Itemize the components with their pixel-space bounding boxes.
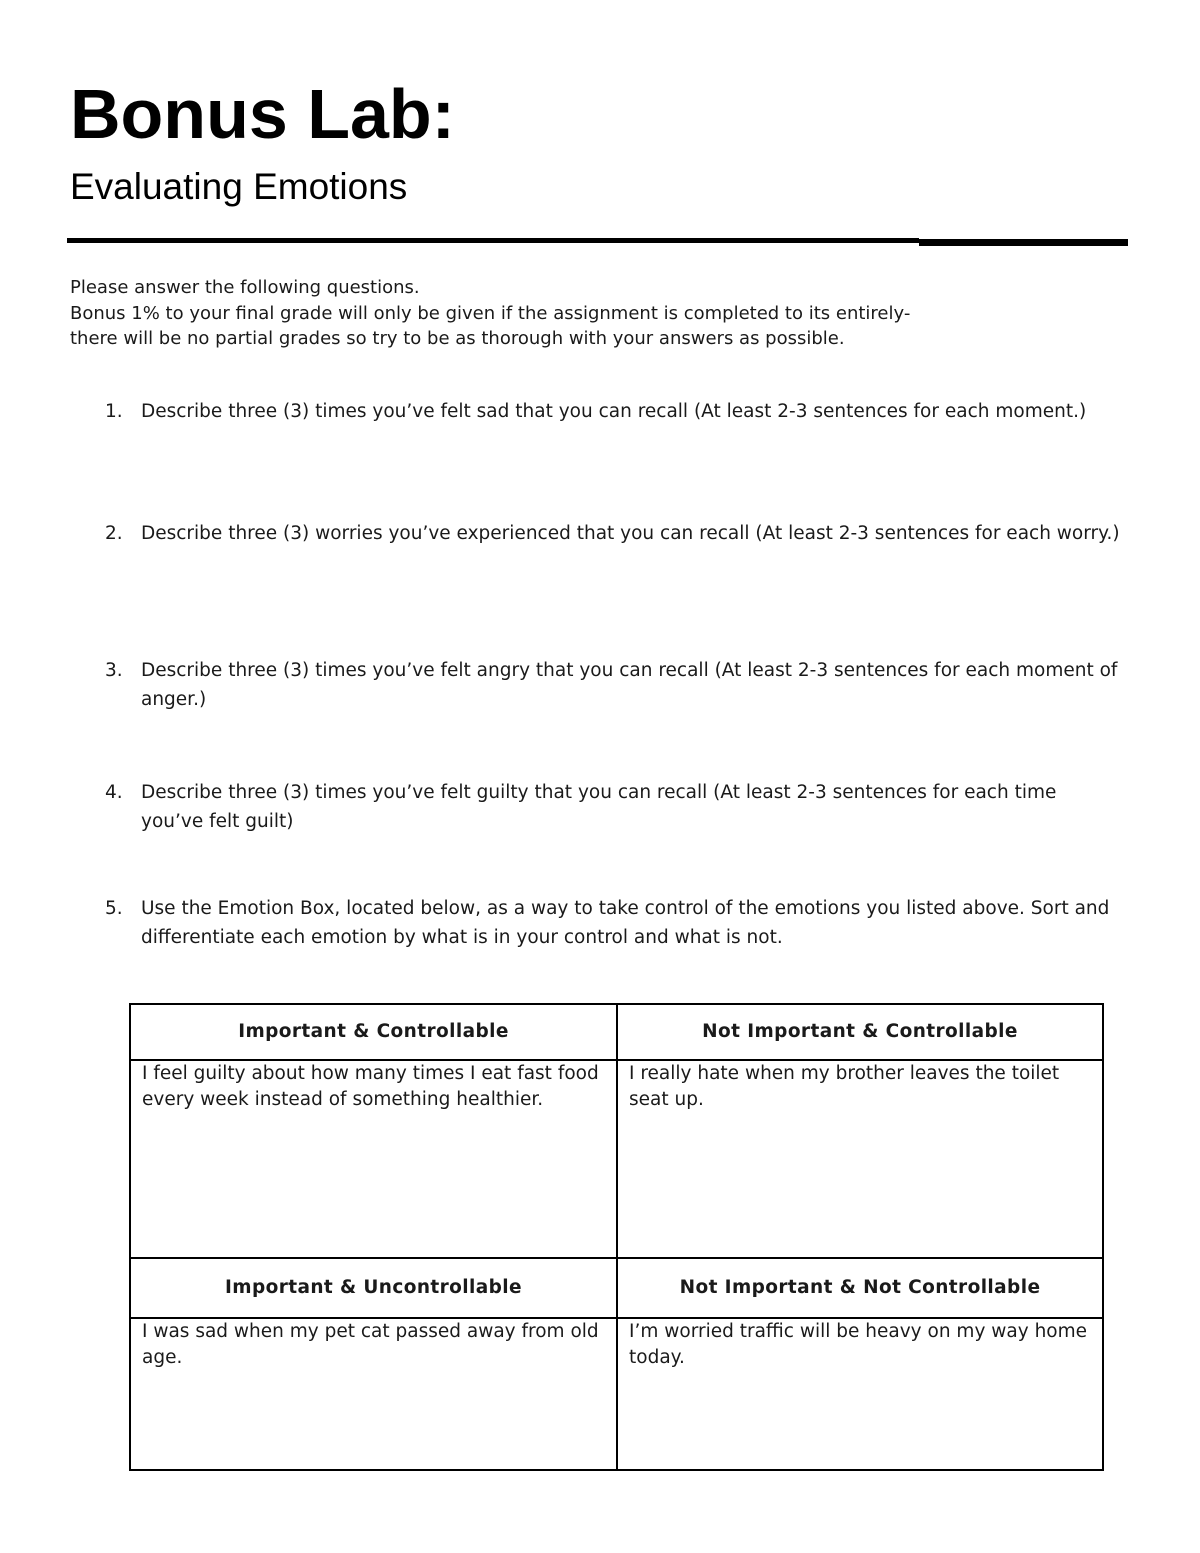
- header-not-important-controllable: Not Important & Controllable: [617, 1004, 1103, 1060]
- instructions-line: there will be no partial grades so try to be as thorough with your answers as possible.: [70, 328, 845, 349]
- cell-not-important-not-controllable[interactable]: [617, 1318, 1103, 1470]
- header-not-important-not-controllable: Not Important & Not Controllable: [617, 1258, 1103, 1318]
- question-text: Use the Emotion Box, located below, as a way to take control of the emotions you listed above. Sort and differentiate each emotion by what is in your control and what is not.: [141, 898, 1110, 948]
- entry-text: I really hate when my brother leaves the toilet seat up.: [629, 1063, 1060, 1110]
- entry-text: I feel guilty about how many times I eat fast food every week instead of something healthier.: [142, 1063, 599, 1110]
- question-text: Describe three (3) times you’ve felt angry that you can recall (At least 2-3 sentences for each moment of anger.): [141, 660, 1118, 710]
- instructions-line: Please answer the following questions.: [70, 277, 420, 298]
- table-row: [130, 1318, 1103, 1470]
- emotion-box-table: [129, 1003, 1104, 1471]
- cell-not-important-controllable[interactable]: [617, 1060, 1103, 1258]
- title-divider-accent: [919, 239, 1128, 246]
- question-text: Describe three (3) worries you’ve experienced that you can recall (At least 2-3 sentences for each worry.): [141, 523, 1120, 544]
- page-title: Bonus Lab:: [70, 75, 455, 153]
- title-divider: [67, 238, 919, 243]
- question-4: [70, 778, 1130, 836]
- entry-text: I’m worried traffic will be heavy on my way home today.: [629, 1321, 1088, 1368]
- question-number: 4.: [105, 782, 123, 803]
- cell-important-controllable[interactable]: [130, 1060, 617, 1258]
- question-number: 5.: [105, 898, 123, 919]
- instructions: [70, 275, 1140, 352]
- question-number: 1.: [105, 401, 123, 422]
- header-important-uncontrollable: Important & Uncontrollable: [130, 1258, 617, 1318]
- question-number: 2.: [105, 523, 123, 544]
- entry-text: I was sad when my pet cat passed away from old age.: [142, 1321, 599, 1368]
- header-important-controllable: Important & Controllable: [130, 1004, 617, 1060]
- question-3: [70, 656, 1130, 714]
- table-header-row: [130, 1004, 1103, 1060]
- question-number: 3.: [105, 660, 123, 681]
- question-text: Describe three (3) times you’ve felt guilty that you can recall (At least 2-3 sentences for each time you’ve felt guilt): [141, 782, 1057, 832]
- question-1: [70, 397, 1130, 426]
- instructions-line: Bonus 1% to your final grade will only be given if the assignment is completed to its entirely-: [70, 302, 911, 324]
- question-2: [70, 519, 1130, 548]
- question-5: [70, 894, 1130, 952]
- page-subtitle: Evaluating Emotions: [70, 166, 408, 207]
- table-header-row: [130, 1258, 1103, 1318]
- question-text: Describe three (3) times you’ve felt sad that you can recall (At least 2-3 sentences for each moment.): [141, 401, 1087, 422]
- cell-important-uncontrollable[interactable]: [130, 1318, 617, 1470]
- table-row: [130, 1060, 1103, 1258]
